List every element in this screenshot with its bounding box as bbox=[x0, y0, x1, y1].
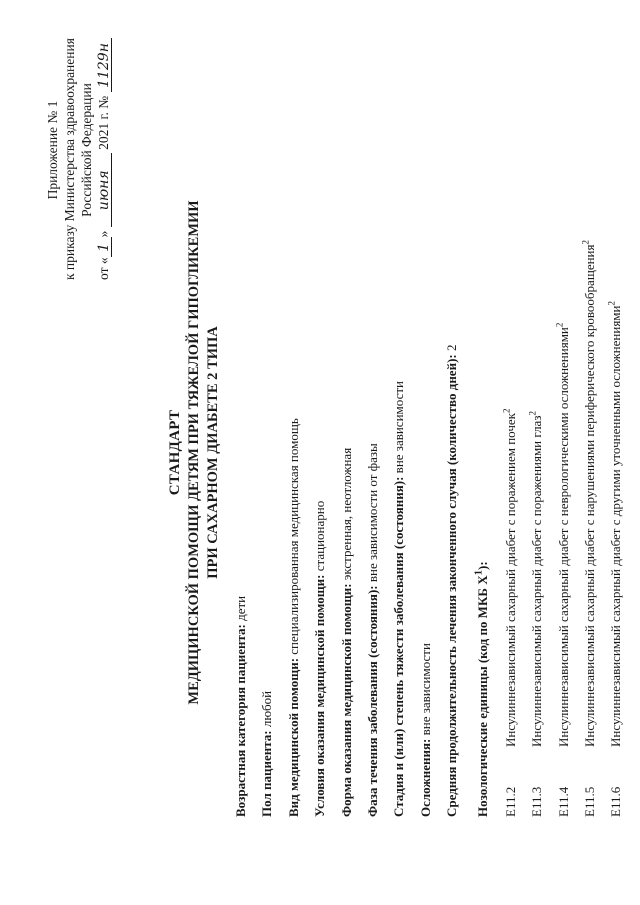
field-disease-phase: Фаза течения заболевания (состояния): вне зависимости от фазы bbox=[364, 443, 380, 817]
icd-code: E11.2 bbox=[502, 786, 518, 817]
icd-code: E11.5 bbox=[582, 786, 598, 817]
field-disease-stage: Стадия и (или) степень тяжести заболевания (состояния): вне зависимости bbox=[391, 381, 407, 817]
list-item bbox=[577, 27, 603, 817]
icd-description: Инсулиннезависимый сахарный диабет с другими уточненными осложнениями$^2$ bbox=[607, 301, 624, 747]
nosology-code-list bbox=[498, 27, 630, 817]
field-complications: Осложнения: вне зависимости bbox=[417, 643, 433, 817]
handwritten-month: июня bbox=[97, 153, 112, 227]
field-care-form: Форма оказания медицинской помощи: экстренная, неотложная bbox=[338, 447, 354, 817]
annex-order-ref: к приказу Министерства здравоохранения bbox=[62, 38, 77, 280]
title-standard: СТАНДАРТ bbox=[167, 409, 183, 496]
icd-description: Инсулиннезависимый сахарный диабет с неврологическими осложнениями$^2$ bbox=[554, 322, 571, 747]
annex-number: Приложение № 1 bbox=[45, 100, 60, 200]
document-title bbox=[166, 0, 223, 905]
document-body bbox=[228, 27, 630, 817]
list-item bbox=[524, 27, 550, 817]
annex-ministry: Российской Федерации bbox=[79, 83, 94, 217]
title-line-3: ПРИ САХАРНОМ ДИАБЕТЕ 2 ТИПА bbox=[205, 326, 221, 579]
annex-header bbox=[44, 20, 112, 280]
field-age: Возрастная категория пациента: дети bbox=[233, 595, 248, 817]
icd-code: E11.6 bbox=[608, 786, 624, 817]
icd-description: Инсулиннезависимый сахарный диабет с поражением почек$^2$ bbox=[501, 408, 518, 747]
date-prefix: от « bbox=[96, 257, 111, 280]
icd-code: E11.3 bbox=[529, 786, 545, 817]
field-nosology-heading: Нозологические единицы (код по МКБ $X^1$): bbox=[472, 561, 490, 817]
annex-date-line bbox=[95, 20, 112, 280]
handwritten-day: 1 bbox=[97, 237, 112, 257]
list-item bbox=[551, 27, 577, 817]
handwritten-order-number: 1129н bbox=[97, 38, 112, 92]
date-year: 2021 г. № bbox=[96, 95, 111, 150]
list-item bbox=[498, 27, 524, 817]
title-line-2: МЕДИЦИНСКОЙ ПОМОЩИ ДЕТЯМ ПРИ ТЯЖЕЛОЙ ГИПОГЛИКЕМИИ bbox=[186, 200, 202, 705]
list-item bbox=[603, 27, 629, 817]
icd-code: E11.4 bbox=[555, 786, 571, 817]
icd-description: Инсулиннезависимый сахарный диабет с нарушениями периферического кровообращения$^2$ bbox=[580, 240, 598, 747]
field-care-type: Вид медицинской помощи: специализированная медицинская помощь bbox=[285, 418, 301, 817]
field-care-conditions: Условия оказания медицинской помощи: стационарно bbox=[312, 500, 328, 817]
icd-description: Инсулиннезависимый сахарный диабет с поражениями глаз$^2$ bbox=[527, 411, 545, 747]
field-sex: Пол пациента: любой bbox=[259, 690, 275, 817]
date-mid: » bbox=[96, 230, 111, 238]
field-treatment-duration: Средняя продолжительность лечения законченного случая (количество дней): 2 bbox=[444, 344, 460, 817]
